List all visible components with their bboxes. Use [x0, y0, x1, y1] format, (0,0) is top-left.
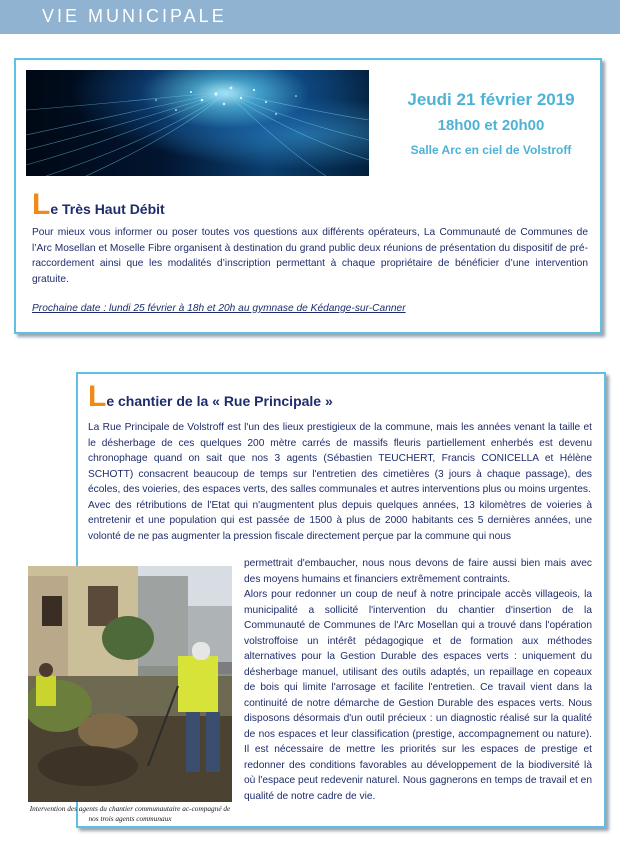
event-place: Salle Arc en ciel de Volstroff	[410, 143, 572, 157]
article-body-top	[88, 420, 592, 544]
photo-caption: Intervention des agents du chantier communautaire ac-compagné de nos trois agents communaux	[29, 804, 231, 823]
paragraph: La Rue Principale de Volstroff est l'un des lieux prestigieux de la commune, mais les années venant la taille et le désherbage de ces quelques 200 mètre carrés de massifs fleuris partiellement enherbés est devenu chronophage quand on sait que nos 3 agents (Sébastien TEUCHERT, Francis CONICELLA et Hélène SCHOTT) consacrent beaucoup de temps sur l'entretien des cimetières (3 jours à chaque passage), des écoles, des voieries, des espaces verts, des salles communales et autres interventions plus ou moins urgentes.	[88, 422, 592, 495]
article-title-text: e chantier de la « Rue Principale »	[106, 393, 333, 409]
article-tres-haut-debit	[14, 58, 602, 334]
section-title: VIE MUNICIPALE	[42, 6, 227, 26]
article-title-text: e Très Haut Débit	[50, 201, 165, 217]
article-title	[32, 190, 165, 220]
fiber-optic-image	[26, 70, 369, 176]
article-body: Pour mieux vous informer ou poser toutes vos questions aux différents opérateurs, La Communauté de Communes de l’Arc Mosellan et Moselle Fibre organisent à destination du grand public deux réunions de présentation du dispositif de pré-raccordement ainsi que les modalités d’inscription permettant à chaque propriétaire de bénéficier d’une intervention gratuite.	[32, 227, 588, 285]
paragraph: Alors pour redonner un coup de neuf à notre principale accès villageois, la municipalité a sollicité l'intervention du chantier d'insertion de la Communauté de Communes de l'Arc Mosellan qui a trouvé dans l'opération volstroffoise un intérêt pédagogique et de formation aux méthodes alternatives pour la Gestion Durable des espaces verts : uniquement du désherbage manuel, utilisant des outils adaptés, un repaillage en copeaux de bois qui limite l'arrosage et facilite l'entretien. Ce travail vient dans la continuité de notre démarche de Gestion Durable des espaces verts. Nous disposons désormais d'un outil précieux : un diagnostic réalisé sur la qualité de nos espaces et leur classification (prestige, accompagnement ou nature). Il est nécessaire de mettre les priorités sur les espaces de prestige et redonner des conditions favorables au développement de la biodiversité là où l'espace peut redevenir naturel. Nous gagnerons en temps de travail et en qualité de notre cadre de vie.	[244, 589, 592, 802]
event-times: 18h00 et 20h00	[437, 117, 545, 134]
event-date: Jeudi 21 février 2019	[407, 90, 575, 109]
drop-letter: L	[88, 380, 107, 413]
paragraph: permettrait d'embaucher, nous nous devons de faire aussi bien mais avec des moyens humains et financiers extrêmement contraints.	[244, 558, 592, 585]
workers-photo	[28, 566, 232, 802]
article-title	[88, 382, 333, 412]
next-date-note: Prochaine date : lundi 25 février à 18h et 20h au gymnase de Kédange-sur-Canner	[32, 303, 406, 314]
paragraph: Avec des rétributions de l'Etat qui n'augmentent plus depuis quelques années, 13 kilomètres de voieries à entretenir et une population qui est passée de 1500 à plus de 2000 habitants ces 5 dernières années, une volonté de ne pas augmenter la pression fiscale directement perçue par la commune qui nous	[88, 499, 592, 542]
article-body-right	[244, 556, 592, 804]
drop-letter: L	[32, 188, 51, 221]
